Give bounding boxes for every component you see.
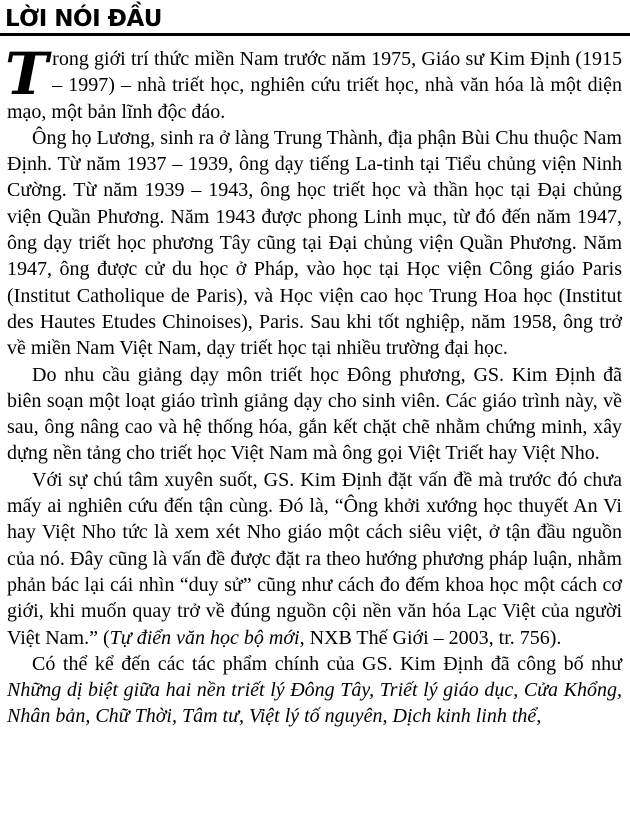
drop-cap: T [5, 40, 49, 108]
paragraph-2: Ông họ Lương, sinh ra ở làng Trung Thành, địa phận Bùi Chu thuộc Nam Định. Từ năm 1937 – 1939, ông dạy tiếng La-tinh tại Tiểu chủng viện Ninh Cường. Từ năm 1939 – 1943, ông học triết học và thần học tại Đại chủng viện Quần Phương. Năm 1943 được phong Linh mục, từ đó đến năm 1947, ông dạy triết học phương Tây cũng tại Đại chủng viện Quần Phương. Năm 1947, ông được cử du học ở Pháp, vào học tại Học viện Công giáo Paris (Institut Catholique de Paris), và Học viện cao học Trung Hoa học (Institut des Hautes Etudes Chinoises), Paris. Sau khi tốt nghiệp, năm 1958, ông trở về miền Nam Việt Nam, dạy triết học tại nhiều trường đại học. [7, 126, 622, 360]
paragraph-4-text: Với sự chú tâm xuyên suốt, GS. Kim Định đặt vấn đề mà trước đó chưa mấy ai nghiên cứu đến tận cùng. Đó là, “Ông khởi xướng học thuyết An Vi hay Việt Nho tức là xem xét Nho giáo một cách siêu việt, ở tận đầu nguồn của nó. Đây cũng là vấn đề được đặt ra theo hướng phương pháp luận, nhằm phản bác lại cái nhìn “duy sử” cũng như cách đo đếm khoa học một cách cơ giới, khi muốn quay trở về đúng nguồn cội nền văn hóa Lạc Việt của người Việt Nam.” ( [7, 468, 622, 649]
paragraph-1-text: rong giới trí thức miền Nam trước năm 1975, Giáo sư Kim Định (1915 – 1997) – nhà triết học, nghiên cứu triết học, nhà văn hóa là một diện mạo, một bản lĩnh độc đáo. [7, 48, 622, 123]
book-title: Tự điển văn học bộ mới [109, 626, 300, 649]
citation-tail: , NXB Thế Giới – 2003, tr. 756). [299, 626, 562, 649]
paragraph-4 [7, 467, 622, 651]
paragraph-5-intro: Có thể kể đến các tác phẩm chính của GS. Kim Định đã công bố như [32, 652, 622, 675]
title-underline [0, 33, 630, 36]
body-text [5, 40, 622, 730]
paragraph-1 [5, 40, 622, 125]
page-title: LỜI NÓI ĐẦU [5, 6, 162, 32]
paragraph-3: Do nhu cầu giảng dạy môn triết học Đông phương, GS. Kim Định đã biên soạn một loạt giáo trình giảng dạy cho sinh viên. Các giáo trình này, về sau, ông nâng cao và hệ thống hóa, gắn kết chặt chẽ nhằm chứng minh, xây dựng nền tảng cho triết học Việt Nam mà ông gọi Việt Triết hay Việt Nho. [7, 363, 622, 465]
works-list: Những dị biệt giữa hai nền triết lý Đông Tây, Triết lý giáo dục, Cửa Khổng, Nhân bản, Chữ Thời, Tâm tư, Việt lý tố nguyên, Dịch kinh linh thể, [7, 679, 622, 728]
paragraph-5 [7, 651, 622, 730]
